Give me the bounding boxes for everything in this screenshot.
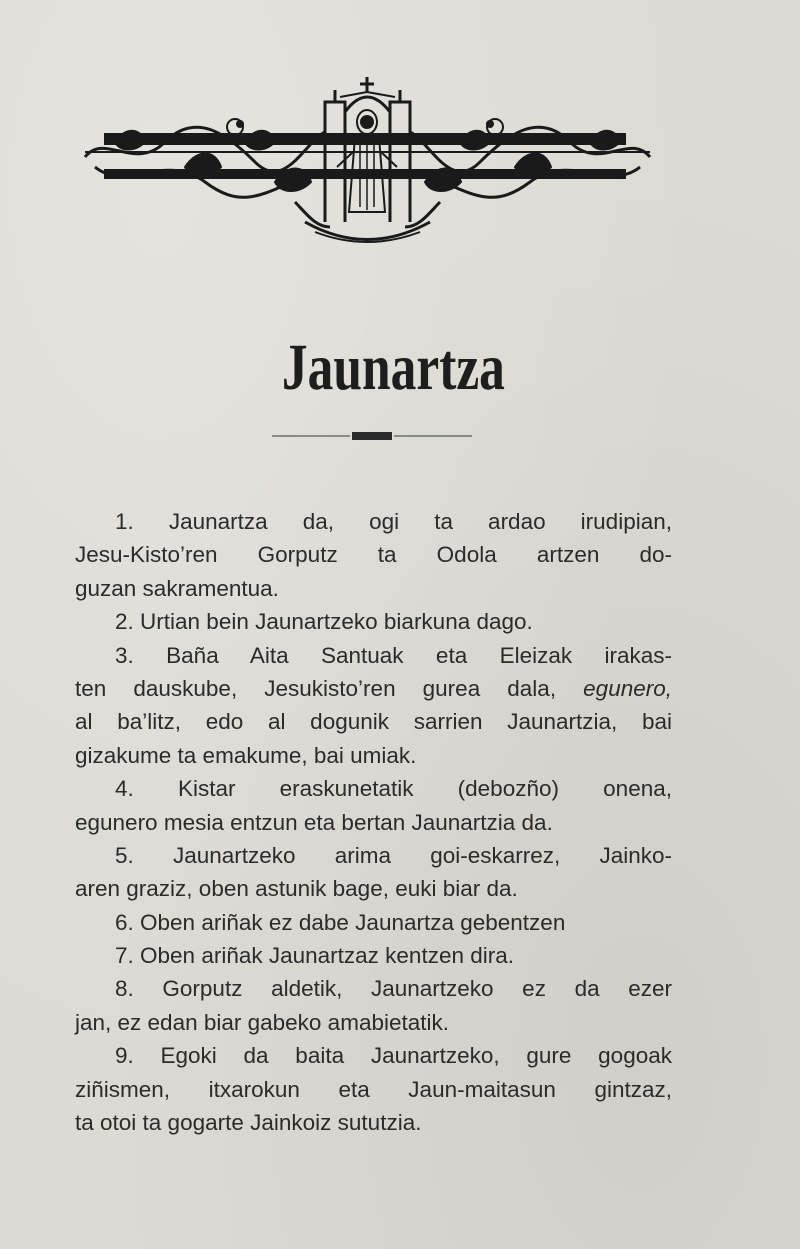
paragraph-number: 2.	[115, 609, 134, 635]
paragraph-number: 4.	[115, 776, 134, 802]
italic-word: egunero,	[583, 675, 672, 701]
paragraph-line: jan, ez edan biar gabeko amabietatik.	[75, 1009, 449, 1035]
paragraph-4	[75, 772, 672, 839]
paragraph-number: 1.	[115, 509, 134, 534]
paragraph-line: ten dauskube, Jesukisto’ren gurea dala,	[75, 675, 557, 701]
paragraph-9	[75, 1039, 672, 1139]
paragraph-line: guzan sakramentua.	[75, 575, 279, 601]
paragraph-number: 9.	[115, 1043, 134, 1069]
paragraph-1	[75, 505, 672, 605]
paragraph-8	[75, 972, 672, 1039]
paragraph-line: Jaunartzeko arima goi-eskarrez, Jainko-	[172, 842, 672, 868]
paragraph-number: 8.	[115, 976, 134, 1002]
paragraph-line: aren graziz, oben astunik bage, euki biar da.	[75, 876, 518, 902]
paragraph-line: Jesu-Kisto’ren Gorputz ta Odola artzen do-	[75, 542, 672, 568]
decorative-divider-icon	[272, 430, 472, 442]
paragraph-line: al ba’litz, edo al dogunik sarrien Jaunartzia, bai	[75, 709, 672, 735]
paragraph-line: egunero mesia entzun eta bertan Jaunartzia da.	[75, 809, 553, 835]
page-title: Jaunartza	[281, 331, 505, 404]
paragraph-line: Jaunartza da, ogi ta ardao irudipian,	[168, 509, 672, 534]
paragraph-number: 7.	[115, 943, 134, 969]
paragraph-line: gizakume ta emakume, bai umiak.	[75, 742, 417, 768]
paragraph-5	[75, 839, 672, 906]
paragraph-line: Baña Aita Santuak eta Eleizak irakas-	[166, 642, 672, 668]
church-altar-ornament-icon	[75, 72, 660, 252]
paragraph-6	[75, 906, 672, 939]
paragraph-7	[75, 939, 672, 972]
paragraph-line: ziñismen, itxarokun eta Jaun-maitasun gintzaz,	[75, 1076, 672, 1102]
paragraph-number: 5.	[115, 842, 134, 868]
paragraph-3	[75, 639, 672, 773]
paragraph-line: Kistar eraskunetatik (debozño) onena,	[177, 776, 672, 802]
paragraph-number: 6.	[115, 909, 134, 935]
article-body	[75, 505, 672, 1139]
paragraph-line: Gorputz aldetik, Jaunartzeko ez da ezer	[162, 976, 672, 1002]
paragraph-line: ta otoi ta gogarte Jainkoiz sututzia.	[75, 1110, 422, 1136]
paragraph-line: Oben ariñak ez dabe Jaunartza gebentzen	[140, 909, 566, 935]
paragraph-2	[75, 605, 672, 638]
paragraph-line: Oben ariñak Jaunartzaz kentzen dira.	[140, 943, 514, 969]
paragraph-line: Egoki da baita Jaunartzeko, gure gogoak	[160, 1043, 672, 1069]
paragraph-number: 3.	[115, 642, 134, 668]
paragraph-line: Urtian bein Jaunartzeko biarkuna dago.	[140, 609, 533, 635]
